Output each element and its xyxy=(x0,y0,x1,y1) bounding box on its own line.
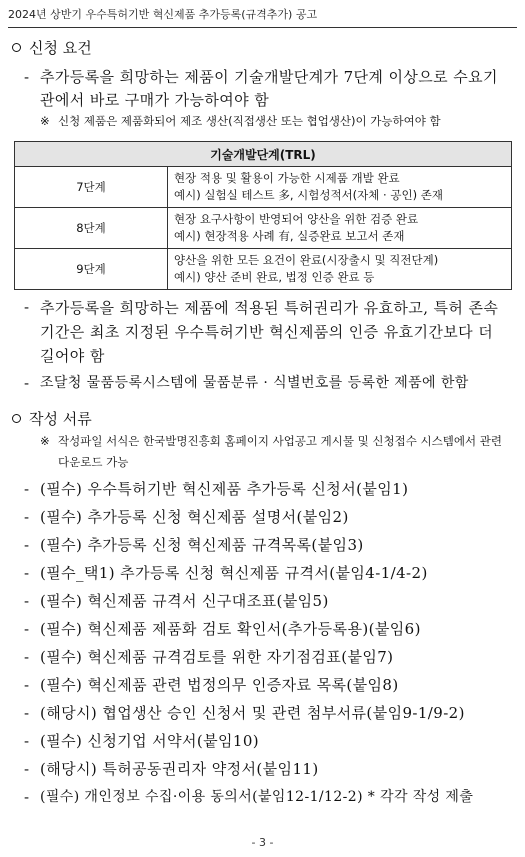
dash-bullet: - xyxy=(24,298,30,316)
document-item-text: (필수) 우수특허기반 혁신제품 추가등록 신청서(붙임1) xyxy=(40,480,409,498)
requirement-text: 조달청 물품등록시스템에 물품분류 · 식별번호를 등록한 제품에 한함 xyxy=(40,375,469,391)
circle-bullet-icon xyxy=(12,43,21,52)
table-row xyxy=(15,167,512,208)
note-item xyxy=(40,111,515,132)
document-list-item xyxy=(24,562,511,585)
dash-bullet: - xyxy=(24,508,30,526)
dash-bullet: - xyxy=(24,592,30,610)
trl-desc-line: 양산을 위한 모든 요건이 완료(시장출시 및 직전단계) xyxy=(174,253,439,267)
document-item-text: (해당시) 협업생산 승인 신청서 및 관련 첨부서류(붙임9-1/9-2) xyxy=(40,704,465,722)
document-list-item xyxy=(24,758,511,781)
dash-bullet: - xyxy=(24,374,30,392)
document-header: 2024년 상반기 우수특허기반 혁신제품 추가등록(규격추가) 공고 xyxy=(8,6,517,28)
section-title: 작성 서류 xyxy=(29,410,92,428)
note-text: 작성파일 서식은 한국발명진흥회 홈페이지 사업공고 게시물 및 신청접수 시스템에서 관련 다운로드 가능 xyxy=(58,434,502,469)
section-heading-documents xyxy=(12,408,92,429)
trl-level: 9단계 xyxy=(15,249,168,290)
trl-desc-line: 현장 요구사항이 반영되어 양산을 위한 검증 완료 xyxy=(174,212,419,226)
dash-bullet: - xyxy=(24,760,30,778)
section-heading-requirements xyxy=(12,37,92,58)
document-item-text: (필수) 혁신제품 관련 법정의무 인증자료 목록(붙임8) xyxy=(40,676,399,694)
dash-bullet: - xyxy=(24,564,30,582)
dash-bullet: - xyxy=(24,536,30,554)
dash-bullet: - xyxy=(24,620,30,638)
document-list-item xyxy=(24,478,511,501)
trl-example-line: 예시) 실험실 테스트 多, 시험성적서(자체 · 공인) 존재 xyxy=(174,188,443,202)
dash-bullet: - xyxy=(24,732,30,750)
dash-bullet: - xyxy=(24,704,30,722)
note-mark: ※ xyxy=(40,434,50,448)
dash-bullet: - xyxy=(24,676,30,694)
dash-bullet: - xyxy=(24,648,30,666)
document-item-text: (필수) 개인정보 수집·이용 동의서(붙임12-1/12-2) * 각각 작성 제출 xyxy=(40,789,474,805)
section-title: 신청 요건 xyxy=(29,39,92,57)
document-list-item xyxy=(24,674,511,697)
trl-table xyxy=(14,141,512,290)
requirement-item xyxy=(24,372,511,395)
trl-desc-line: 현장 적용 및 활용이 가능한 시제품 개발 완료 xyxy=(174,171,400,185)
requirement-item xyxy=(24,296,511,368)
dash-bullet: - xyxy=(24,480,30,498)
requirement-item xyxy=(24,66,511,112)
trl-level: 8단계 xyxy=(15,208,168,249)
document-list-item xyxy=(24,730,511,753)
note-mark: ※ xyxy=(40,114,50,128)
document-item-text: (필수) 추가등록 신청 혁신제품 설명서(붙임2) xyxy=(40,508,349,526)
dash-bullet: - xyxy=(24,788,30,806)
document-item-text: (필수) 혁신제품 제품화 검토 확인서(추가등록용)(붙임6) xyxy=(40,620,421,638)
dash-bullet: - xyxy=(24,68,30,86)
page-number: - 3 - xyxy=(251,836,274,849)
document-list-item xyxy=(24,590,511,613)
trl-description xyxy=(168,208,512,249)
document-item-text: (필수) 추가등록 신청 혁신제품 규격목록(붙임3) xyxy=(40,536,364,554)
document-item-text: (필수) 혁신제품 규격검토를 위한 자기점검표(붙임7) xyxy=(40,648,394,666)
document-list-item xyxy=(24,534,511,557)
document-item-text: (필수) 혁신제품 규격서 신구대조표(붙임5) xyxy=(40,592,329,610)
document-list-item xyxy=(24,646,511,669)
circle-bullet-icon xyxy=(12,414,21,423)
document-list-item xyxy=(24,702,511,725)
note-text: 신청 제품은 제품화되어 제조 생산(직접생산 또는 협업생산)이 가능하여야 함 xyxy=(58,114,441,128)
document-item-text: (필수) 신청기업 서약서(붙임10) xyxy=(40,732,260,750)
trl-example-line: 예시) 현장적용 사례 有, 실증완료 보고서 존재 xyxy=(174,229,405,243)
document-item-text: (해당시) 특허공동권리자 약정서(붙임11) xyxy=(40,760,319,778)
document-item-text: (필수_택1) 추가등록 신청 혁신제품 규격서(붙임4-1/4-2) xyxy=(40,564,428,582)
trl-table-header: 기술개발단계(TRL) xyxy=(15,142,512,167)
trl-example-line: 예시) 양산 준비 완료, 법정 인증 완료 등 xyxy=(174,270,375,284)
requirement-text: 추가등록을 희망하는 제품이 기술개발단계가 7단계 이상으로 수요기관에서 바로 구매가 가능하여야 함 xyxy=(40,68,498,109)
document-list-item xyxy=(24,618,511,641)
trl-level: 7단계 xyxy=(15,167,168,208)
trl-description xyxy=(168,249,512,290)
note-item xyxy=(40,431,511,473)
trl-description xyxy=(168,167,512,208)
table-row xyxy=(15,249,512,290)
requirement-text: 추가등록을 희망하는 제품에 적용된 특허권리가 유효하고, 특허 존속기간은 최초 지정된 우수특허기반 혁신제품의 인증 유효기간보다 더 길어야 함 xyxy=(40,299,499,365)
document-list-item xyxy=(24,786,511,809)
table-row xyxy=(15,208,512,249)
document-list-item xyxy=(24,506,511,529)
